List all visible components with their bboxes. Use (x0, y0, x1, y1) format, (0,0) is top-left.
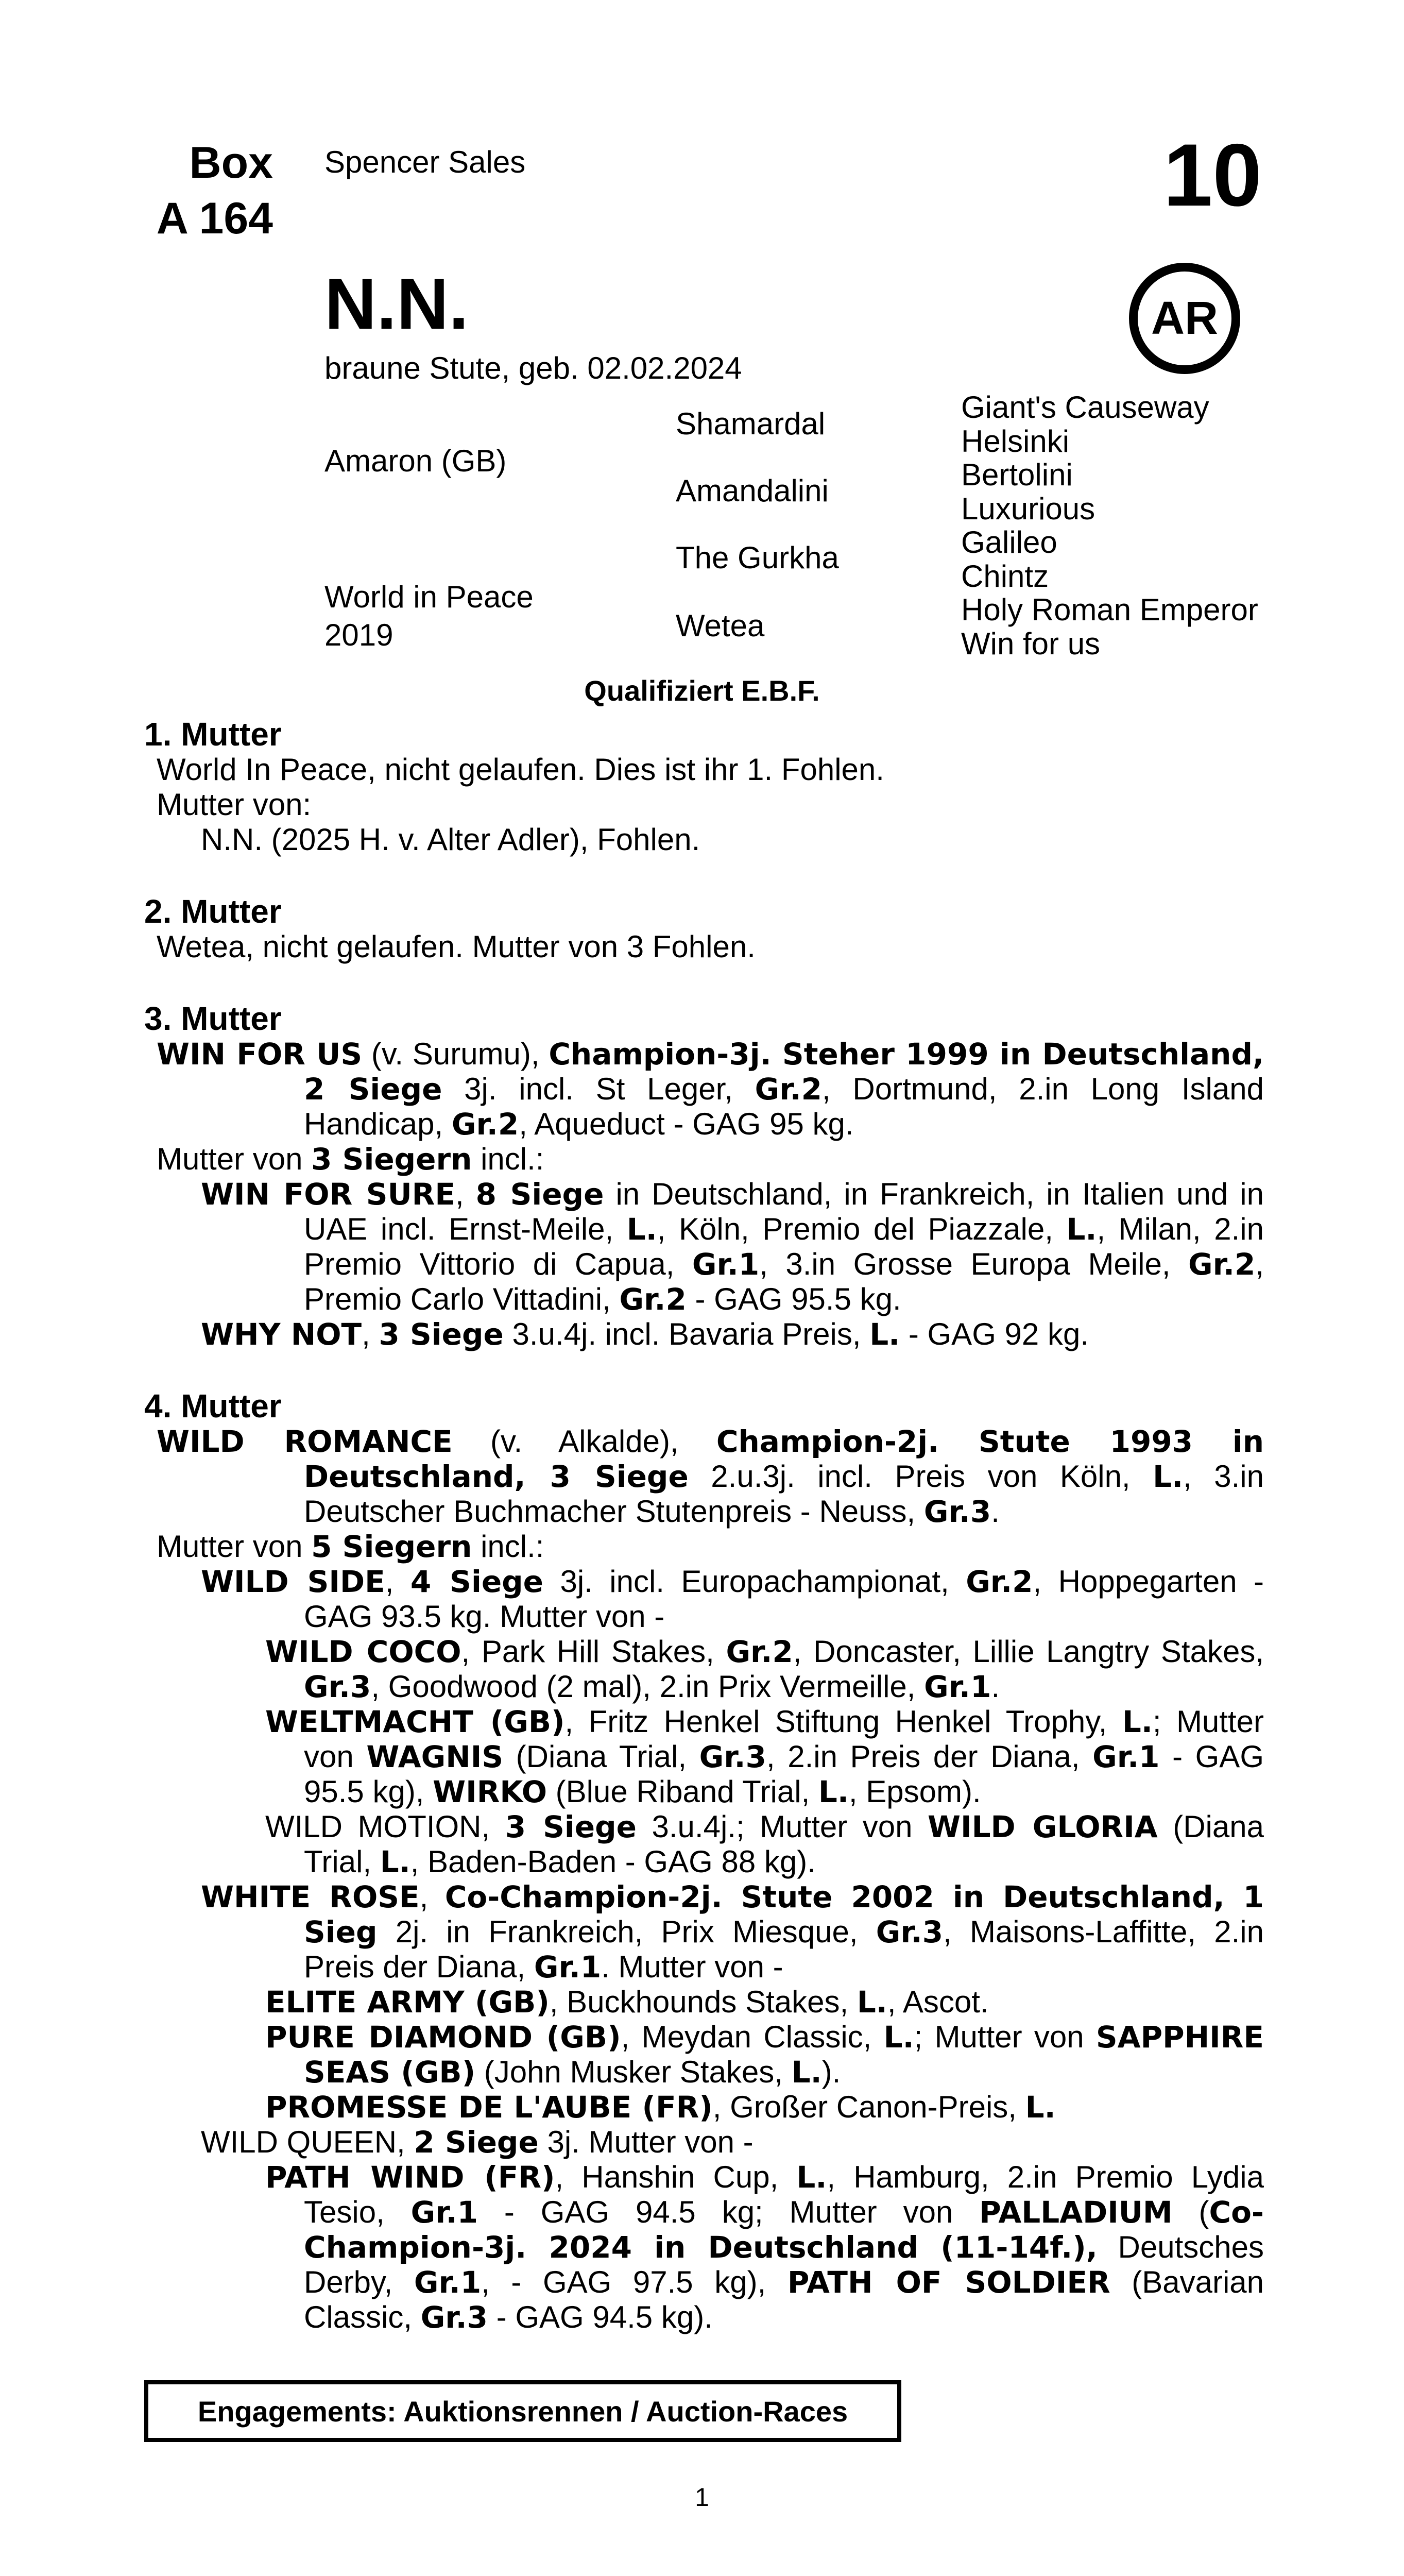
pedigree-gen3-item: Win for us (961, 626, 1101, 661)
entry-wild-side (144, 1564, 1264, 1634)
grade-text: L. (1153, 1459, 1184, 1494)
entry-text: , Hamburg, 2.in Premio Lydia Tesio, (304, 2160, 1264, 2229)
entry-text: ). (821, 2055, 841, 2089)
pedigree-gen3-item: Holy Roman Emperor (961, 592, 1258, 627)
third-dam-title: 3. Mutter (144, 1000, 282, 1037)
horse-name-bold: WILD COCO (265, 1634, 461, 1669)
entry-text: , Milan, 2.in Premio Vittorio di Capua, (304, 1212, 1264, 1281)
entry-win-for-us (144, 1037, 1264, 1142)
horse-description: braune Stute, geb. 02.02.2024 (324, 351, 742, 385)
entry-text: - GAG 95.5 kg), (304, 1739, 1264, 1809)
winners-count: 5 Siegern (311, 1529, 472, 1564)
entry-text: , 3.in Grosse Europa Meile, (759, 1247, 1188, 1281)
entry-text: 2.u.3j. incl. Preis von Köln, (688, 1459, 1153, 1494)
entry-text: , Großer Canon-Preis, (712, 2090, 1025, 2124)
grade-text: Gr.1 (1092, 1739, 1160, 1774)
pedigree-sire: Amaron (GB) (324, 444, 507, 478)
entry-promesse-de-l-aube (144, 2090, 1264, 2125)
entry-text: ( (1172, 2195, 1209, 2229)
horse-name-bold: WIRKO (433, 1774, 547, 1809)
entry-text: Deutsches Derby, (304, 2230, 1264, 2299)
entry-text: , Park Hill Stakes, (461, 1634, 726, 1669)
horse-name-bold: PATH OF SOLDIER (787, 2265, 1110, 2300)
champion-text: Champion-2j. Stute 1993 in Deutschland, 3 Siege (304, 1424, 1264, 1494)
grade-text: L. (1122, 1704, 1153, 1739)
first-dam-title: 1. Mutter (144, 716, 282, 753)
entry-text: - GAG 95.5 kg. (686, 1282, 901, 1316)
wins-count: 3 Siege (379, 1317, 504, 1352)
grade-text: L. (380, 1844, 410, 1879)
entry-text: incl.: (472, 1529, 544, 1564)
grade-text: Gr.2 (619, 1282, 687, 1317)
entry-text: - GAG 94.5 kg; Mutter von (477, 2195, 980, 2229)
entry-text: , Hanshin Cup, (555, 2160, 797, 2194)
entry-text: incl.: (472, 1142, 544, 1176)
grade-text: L. (1025, 2090, 1056, 2125)
entry-path-wind (144, 2160, 1264, 2335)
horse-name-bold: WIN FOR US (157, 1037, 363, 1072)
horse-name-bold: PURE DIAMOND (GB) (265, 2020, 621, 2055)
entry-text: Mutter von (157, 1529, 312, 1564)
entry-text: , Aqueduct - GAG 95 kg. (519, 1107, 854, 1141)
entry-text: , Fritz Henkel Stiftung Henkel Trophy, (564, 1704, 1122, 1739)
grade-text: Gr.1 (534, 1950, 602, 1985)
entry-weltmacht (144, 1704, 1264, 1809)
pedigree-third-generation (961, 391, 1258, 660)
entry-text: - GAG 92 kg. (900, 1317, 1089, 1351)
entry-text: , 2.in Preis der Diana, (766, 1739, 1093, 1774)
entry-text: , Baden-Baden - GAG 88 kg). (410, 1844, 816, 1879)
entry-text: . Mutter von - (601, 1950, 783, 1984)
horse-name-bold: WHY NOT (201, 1317, 362, 1352)
entry-text: , Epsom). (848, 1774, 981, 1809)
entry-white-rose (144, 1879, 1264, 1985)
pedigree-dam-year: 2019 (324, 618, 393, 652)
horse-name-bold: WHITE ROSE (201, 1879, 420, 1914)
entry-text: , Hoppegarten - GAG 93.5 kg. Mutter von - (304, 1564, 1264, 1634)
entry-elite-army (144, 1985, 1264, 2020)
entry-why-not (144, 1317, 1264, 1352)
fourth-dam-produce-label (144, 1529, 1264, 1564)
engagements-box: Engagements: Auktionsrennen / Auction-Races (144, 2380, 901, 2442)
entry-text: (Diana Trial, (503, 1739, 699, 1774)
entry-text: 3.u.4j. incl. Bavaria Preis, (503, 1317, 870, 1351)
entry-text: , Premio Carlo Vittadini, (304, 1247, 1264, 1316)
grade-text: Gr.2 (726, 1634, 793, 1669)
horse-name-bold: WILD SIDE (201, 1564, 385, 1599)
pedigree-sire-dam: Amandalini (676, 473, 829, 508)
grade-text: Gr.2 (451, 1107, 519, 1142)
entry-text: , Dortmund, 2.in Long Island Handicap, (304, 1072, 1264, 1141)
entry-text: , (455, 1177, 476, 1211)
pedigree-gen3-item: Galileo (961, 525, 1057, 560)
box-label (144, 135, 273, 246)
horse-name-bold: WILD GLORIA (928, 1809, 1158, 1844)
pedigree-gen3-item: Giant's Causeway (961, 390, 1209, 425)
entry-text: , Doncaster, Lillie Langtry Stakes, (793, 1634, 1264, 1669)
first-dam-produce: N.N. (2025 H. v. Alter Adler), Fohlen. (201, 822, 700, 857)
grade-text: L. (869, 1317, 900, 1352)
second-dam-title: 2. Mutter (144, 893, 282, 930)
entry-pure-diamond (144, 2020, 1264, 2090)
entry-text: in Deutschland, in Frankreich, in Italien und in UAE incl. Ernst-Meile, (304, 1177, 1264, 1246)
box-word: Box (189, 138, 273, 188)
entry-text: , (419, 1879, 445, 1914)
horse-name-bold: WILD ROMANCE (157, 1424, 453, 1459)
champion-text: Champion-3j. Steher 1999 in Deutschland, 2 Siege (304, 1037, 1264, 1107)
horse-name-bold: PROMESSE DE L'AUBE (FR) (265, 2090, 713, 2125)
wins-count: 3 Siege (505, 1809, 637, 1844)
qualification: Qualifiziert E.B.F. (584, 674, 820, 707)
entry-wild-motion (144, 1809, 1264, 1879)
first-dam-produce-label: Mutter von: (157, 787, 312, 822)
grade-text: Gr.3 (304, 1669, 371, 1704)
pedigree-dam-sire: The Gurkha (676, 540, 839, 575)
entry-text: , Maisons-Laffitte, 2.in Preis der Diana, (304, 1914, 1264, 1984)
grade-text: L. (626, 1212, 657, 1247)
pedigree-sire-sire: Shamardal (676, 406, 826, 441)
wins-count: 8 Siege (475, 1177, 604, 1212)
third-dam-section (144, 1001, 1264, 1352)
pedigree-gen3-item: Chintz (961, 558, 1049, 594)
grade-text: L. (1066, 1212, 1097, 1247)
pedigree-gen3-item: Luxurious (961, 491, 1095, 526)
entry-text: . (991, 1494, 1000, 1529)
entry-text: 3.u.4j.; Mutter von (636, 1809, 928, 1844)
grade-text: Gr.1 (692, 1247, 760, 1282)
grade-text: Gr.3 (699, 1739, 766, 1774)
pedigree-dam: World in Peace (324, 580, 534, 614)
grade-text: L. (857, 1985, 887, 2020)
box-number: A 164 (156, 194, 273, 243)
seller-name: Spencer Sales (324, 145, 526, 179)
entry-text: , Buckhounds Stakes, (549, 1985, 857, 2019)
grade-text: Gr.2 (755, 1072, 822, 1107)
entry-text: 2j. in Frankreich, Prix Miesque, (377, 1914, 876, 1949)
grade-text: Gr.1 (414, 2265, 482, 2300)
entry-text: 3j. Mutter von - (538, 2125, 754, 2159)
entry-text: , Goodwood (2 mal), 2.in Prix Vermeille, (371, 1669, 924, 1704)
entry-text: (v. Alkalde), (452, 1424, 716, 1459)
horse-name-bold: PALLADIUM (979, 2195, 1173, 2230)
grade-text: L. (883, 2020, 914, 2055)
pedigree-dam-dam: Wetea (676, 608, 765, 643)
grade-text: Gr.1 (924, 1669, 991, 1704)
entry-text: , 3.in Deutscher Buchmacher Stutenpreis - Neuss, (304, 1459, 1264, 1529)
entry-text: ; Mutter von (914, 2020, 1096, 2054)
fourth-dam-section (144, 1388, 1264, 2335)
entry-text: - GAG 94.5 kg). (488, 2300, 713, 2334)
horse-name: N.N. (324, 263, 469, 344)
winners-count: 3 Siegern (311, 1142, 472, 1177)
wins-count: 2 Siege (414, 2125, 539, 2160)
champion-text: Co-Champion-3j. 2024 in Deutschland (11-14f.), (304, 2195, 1264, 2265)
entry-text: , Köln, Premio del Piazzale, (657, 1212, 1067, 1246)
entry-text: , - GAG 97.5 kg), (481, 2265, 787, 2299)
entry-text: , (385, 1564, 410, 1599)
pedigree-gen3-item: Bertolini (961, 457, 1073, 492)
entry-wild-romance (144, 1424, 1264, 1529)
dam-sections (144, 716, 1264, 2371)
third-dam-produce-label (144, 1142, 1264, 1177)
grade-text: L. (796, 2160, 827, 2195)
champion-text: Co-Champion-2j. Stute 2002 in Deutschland, 1 Sieg (304, 1879, 1264, 1950)
grade-text: L. (818, 1774, 849, 1809)
grade-text: Gr.2 (1188, 1247, 1256, 1282)
entry-wild-queen (144, 2125, 1264, 2160)
horse-name-bold: WIN FOR SURE (201, 1177, 455, 1212)
grade-text: Gr.1 (410, 2195, 478, 2230)
horse-name-bold: PATH WIND (FR) (265, 2160, 555, 2195)
horse-name: WILD MOTION, (265, 1809, 505, 1844)
entry-text: 3j. incl. St Leger, (442, 1072, 755, 1106)
wins-count: 4 Siege (410, 1564, 544, 1599)
ar-badge: AR (1129, 263, 1240, 374)
entry-text: , Ascot. (887, 1985, 989, 2019)
entry-text: (Blue Riband Trial, (547, 1774, 818, 1809)
entry-wild-coco (144, 1634, 1264, 1704)
horse-name-bold: WAGNIS (366, 1739, 504, 1774)
horse-name: WILD QUEEN, (201, 2125, 414, 2159)
entry-text: 3j. incl. Europachampionat, (543, 1564, 966, 1599)
second-dam-section (144, 893, 1264, 964)
entry-text: , Meydan Classic, (621, 2020, 884, 2054)
entry-text: (Diana Trial, (304, 1809, 1264, 1879)
second-dam-text: Wetea, nicht gelaufen. Mutter von 3 Fohlen. (157, 929, 756, 964)
entry-text: (Bavarian Classic, (304, 2265, 1264, 2334)
grade-text: Gr.2 (966, 1564, 1033, 1599)
entry-text: Mutter von (157, 1142, 312, 1176)
lot-number: 10 (1163, 126, 1262, 225)
horse-name-bold: SAPPHIRE SEAS (GB) (304, 2020, 1264, 2090)
entry-text: , (362, 1317, 379, 1351)
fourth-dam-title: 4. Mutter (144, 1387, 282, 1425)
grade-text: Gr.3 (420, 2300, 488, 2335)
horse-name-bold: ELITE ARMY (GB) (265, 1985, 550, 2020)
entry-win-for-sure (144, 1177, 1264, 1317)
horse-name-bold: WELTMACHT (GB) (265, 1704, 565, 1739)
first-dam-section (144, 716, 1264, 857)
grade-text: Gr.3 (923, 1494, 991, 1529)
entry-text: (John Musker Stakes, (475, 2055, 792, 2089)
entry-text: ; Mutter von (304, 1704, 1264, 1774)
grade-text: Gr.3 (876, 1914, 944, 1950)
page-number: 1 (695, 2483, 709, 2512)
entry-text: . (991, 1669, 1000, 1704)
grade-text: L. (791, 2055, 822, 2090)
first-dam-text: World In Peace, nicht gelaufen. Dies ist ihr 1. Fohlen. (157, 752, 884, 787)
entry-text: (v. Surumu), (362, 1037, 549, 1071)
pedigree-gen3-item: Helsinki (961, 423, 1070, 459)
